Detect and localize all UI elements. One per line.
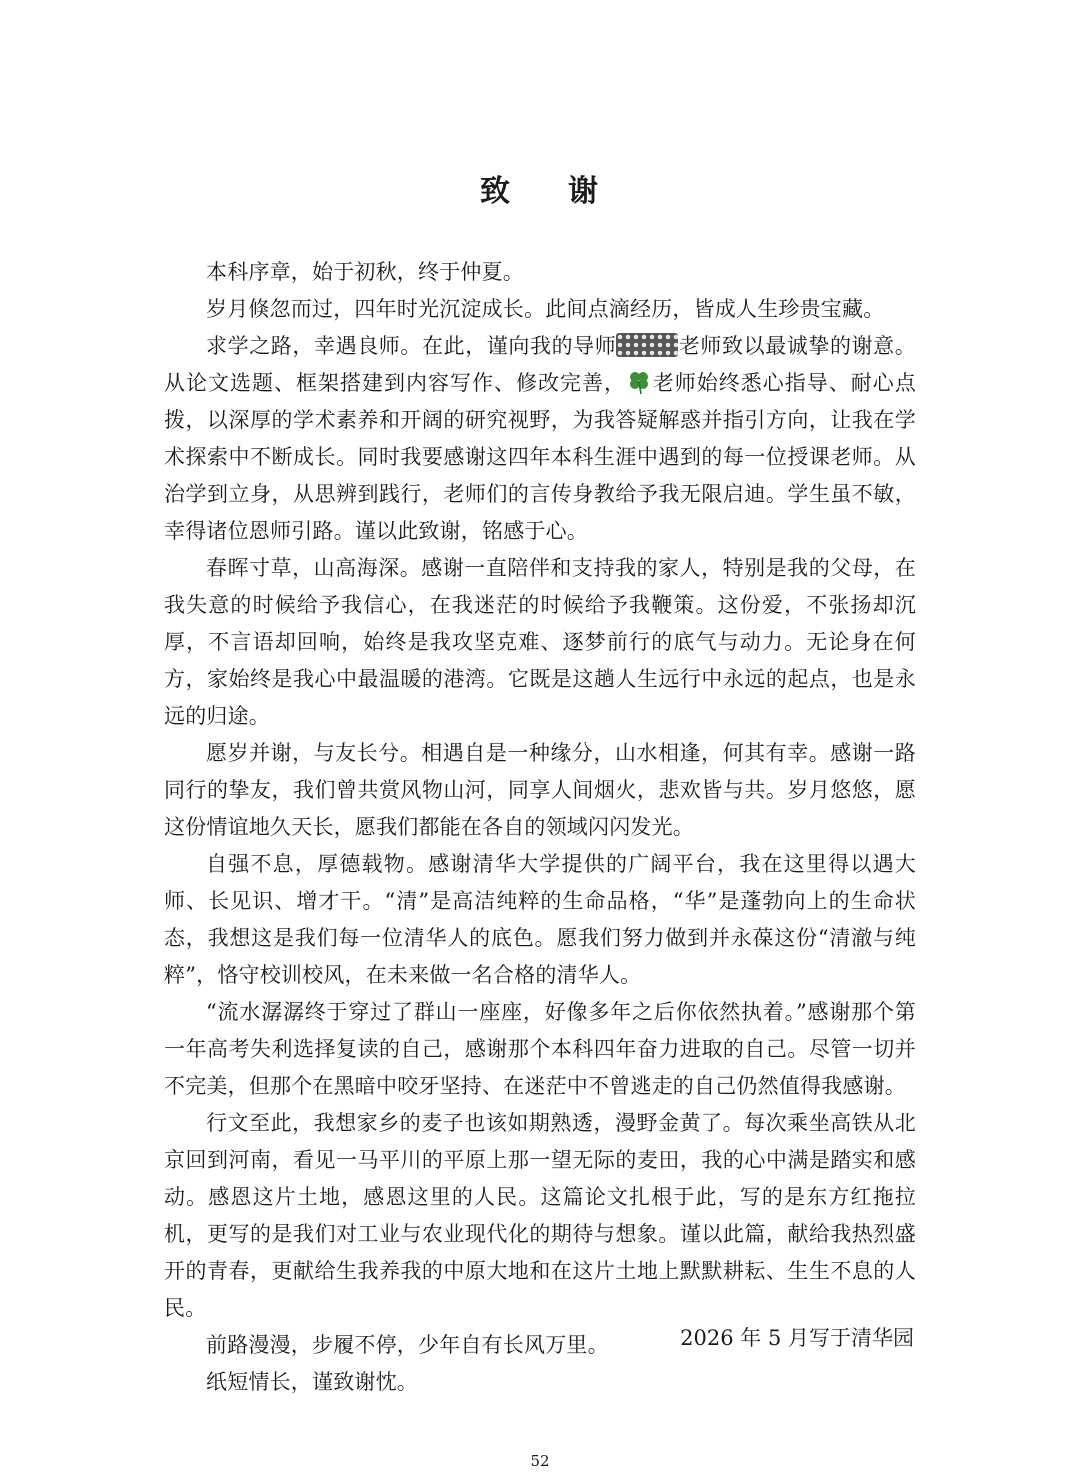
paragraph-1: 本科序章，始于初秋，终于仲夏。 <box>206 260 524 284</box>
paragraph-5: 愿岁并谢，与友长兮。相遇自是一种缘分，山水相逢，何其有幸。感谢一路同行的挚友，我们曾共赏风物山河，同享人间烟火，悲欢皆与共。岁月悠悠，愿这份情谊地久天长，愿我们都能在各自的领域闪闪发光。 <box>164 741 916 839</box>
paragraph-8: 行文至此，我想家乡的麦子也该如期熟透，漫野金黄了。每次乘坐高铁从北京回到河南，看见一马平川的平原上那一望无际的麦田，我的心中满是踏实和感动。感恩这片土地，感恩这里的人民。这篇论文扎根于此，写的是东方红拖拉机，更写的是我们对工业与农业现代化的期待与想象。谨以此篇，献给我热烈盛开的青春，更献给生我养我的中原大地和在这片土地上默默耕耘、生生不息的人民。 <box>164 1111 916 1320</box>
signature-date: 2026 年 5 月写于清华园 <box>680 1326 914 1350</box>
paragraph-2: 岁月倏忽而过，四年时光沉淀成长。此间点滴经历，皆成人生珍贵宝藏。 <box>206 297 885 321</box>
redacted-name-mosaic <box>616 333 678 357</box>
paragraph-7: “流水潺潺终于穿过了群山一座座，好像多年之后你依然执着。”感谢那个第一年高考失利选择复读的自己，感谢那个本科四年奋力进取的自己。尽管一切并不完美，但那个在黑暗中咬牙坚持、在迷茫中不曾逃走的自己仍然值得我感谢。 <box>164 1000 916 1098</box>
paragraph-9: 前路漫漫，步履不停，少年自有长风万里。 <box>206 1333 609 1357</box>
page-number: 52 <box>530 1452 550 1470</box>
four-leaf-clover-icon <box>626 369 652 395</box>
paragraph-3 <box>164 328 916 550</box>
title-char-1: 致 <box>480 174 512 209</box>
paragraph-6: 自强不息，厚德载物。感谢清华大学提供的广阔平台，我在这里得以遇大师、长见识、增才干。“清”是高洁纯粹的生命品格，“华”是蓬勃向上的生命状态，我想这是我们每一位清华人的底色。愿我们努力做到并永葆这份“清澈与纯粹”，恪守校训校风，在未来做一名合格的清华人。 <box>164 852 916 987</box>
acknowledgement-body <box>164 254 916 1401</box>
paragraph-3-part-c: 老师始终悉心指导、耐心点拨，以深厚的学术素养和开阔的研究视野，为我答疑解惑并指引方向，让我在学术探索中不断成长。同时我要感谢这四年本科生涯中遇到的每一位授课老师。从治学到立身，从思辨到践行，老师们的言传身教给予我无限启迪。学生虽不敏，幸得诸位恩师引路。谨以此致谢，铭感于心。 <box>164 371 916 543</box>
title-char-2: 谢 <box>568 174 600 209</box>
paragraph-10: 纸短情长，谨致谢忱。 <box>206 1370 418 1394</box>
paragraph-3-part-b: 老师致以最诚挚的谢意。从论文选题、框架搭建到内容写作、修改完善， <box>164 334 916 395</box>
paragraph-4: 春晖寸草，山高海深。感谢一直陪伴和支持我的家人，特别是我的父母，在我失意的时候给予我信心，在我迷茫的时候给予我鞭策。这份爱，不张扬却沉厚，不言语却回响，始终是我攻坚克难、逐梦前行的底气与动力。无论身在何方，家始终是我心中最温暖的港湾。它既是这趟人生远行中永远的起点，也是永远的归途。 <box>164 556 916 728</box>
paragraph-3-part-a: 求学之路，幸遇良师。在此，谨向我的导师 <box>206 334 617 358</box>
page-title <box>0 168 1080 216</box>
